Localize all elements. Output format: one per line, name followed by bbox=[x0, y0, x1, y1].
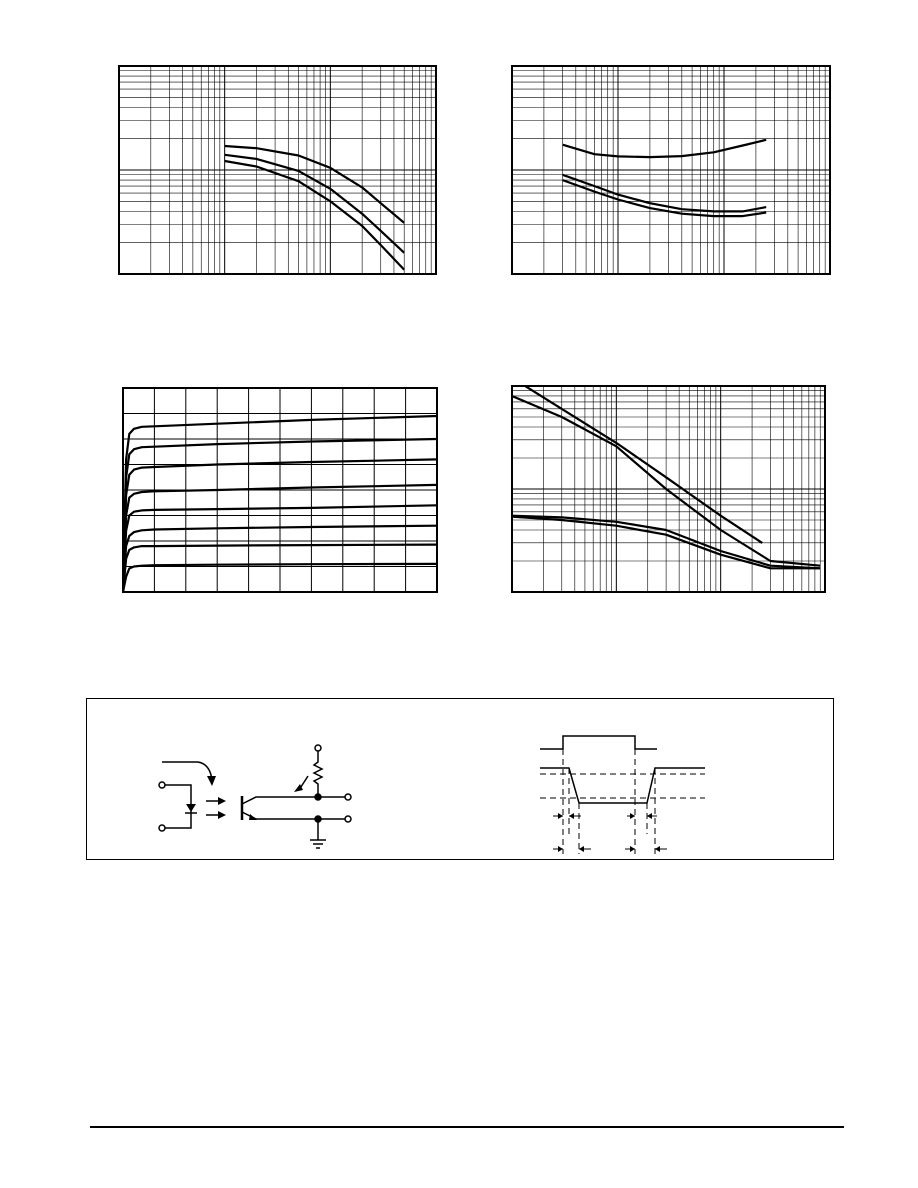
chart-bottom-left bbox=[115, 380, 445, 600]
series-group bbox=[563, 140, 767, 216]
input-terminal-bottom bbox=[159, 825, 165, 831]
timing-arrowheads bbox=[558, 813, 660, 852]
light-arrow-head-2 bbox=[218, 811, 226, 819]
input-terminal-top bbox=[159, 782, 165, 788]
chart-top-right bbox=[505, 58, 837, 280]
series-line-3 bbox=[225, 161, 405, 270]
load-resistor-icon bbox=[314, 751, 322, 797]
chart-bottom-right bbox=[505, 380, 835, 600]
phototransistor-collector bbox=[242, 797, 318, 804]
input-pulse-arrow bbox=[162, 762, 212, 780]
footer-rule bbox=[90, 1126, 844, 1128]
ground-icon bbox=[310, 819, 326, 848]
switching-waveform-diagram bbox=[535, 728, 715, 856]
input-pulse-arrowhead bbox=[207, 776, 216, 786]
timing-arrows bbox=[553, 816, 667, 849]
ground-terminal bbox=[345, 816, 351, 822]
input-waveform bbox=[540, 736, 657, 749]
led-diode-icon bbox=[186, 804, 196, 812]
led-wiring bbox=[165, 785, 191, 828]
test-circuit-diagram bbox=[150, 740, 370, 855]
gridlines bbox=[119, 66, 436, 274]
output-terminal bbox=[345, 794, 351, 800]
series-line-1 bbox=[563, 140, 767, 157]
series-group bbox=[225, 146, 405, 270]
light-arrows-icon bbox=[206, 801, 220, 815]
gridlines bbox=[512, 66, 830, 274]
light-arrow-head-1 bbox=[218, 797, 226, 805]
vcc-terminal bbox=[315, 745, 321, 751]
chart-top-left bbox=[110, 58, 445, 280]
emitter-arrow bbox=[249, 814, 257, 820]
